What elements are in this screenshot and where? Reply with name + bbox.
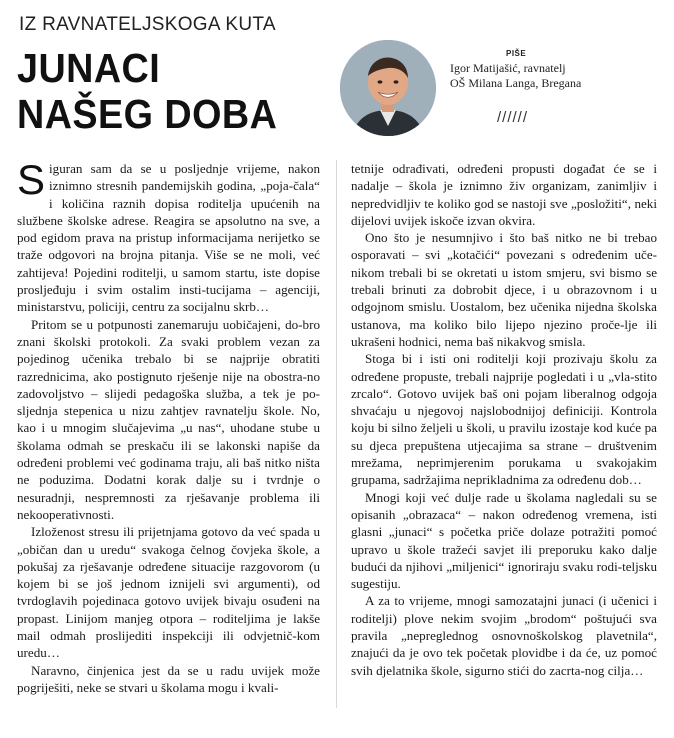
paragraph: Naravno, činjenica jest da se u radu uvijek može pogriješiti, neke se stvari u školama mogu i kvali- bbox=[17, 662, 320, 695]
author-school: OŠ Milana Langa, Bregana bbox=[450, 76, 582, 90]
author-name: Igor Matijašić, ravnatelj bbox=[450, 61, 566, 75]
byline-ornament: ////// bbox=[497, 109, 529, 126]
paragraph: Stoga bi i isti oni roditelji koji prozivaju školu za određene propuste, trebali najprije pogledati i u „vla-stito zrcalo“. Gotovo uvijek baš oni pojam liberalnog odgoja shvaćaju u njegovoj najslobodnijoj definiciji. Kontrola koju bi silno željeli u školi, u pravilu izostaje kod kuće pa su djeca prepuštena utjecajima sa strane – društvenim mrežama, neprimjerenim porukama u svakojakim grupama, sadržajima neprikladnima za određenu dob… bbox=[351, 351, 657, 488]
author-byline bbox=[450, 46, 581, 91]
paragraph: A za to vrijeme, mnogi samozatajni junaci (i učenici i roditelji) plove nekim svojim „brodom“ poštujući sva pravila „nepreglednog osnovnoškolskog plavetnila“, znajući da je ovo tek početak plovidbe i da će, uz pomoć svih djelatnika škole, sigurno stići do zacrta-nog cilja… bbox=[351, 593, 657, 678]
title-line-1: JUNACI bbox=[17, 45, 161, 91]
author-photo bbox=[340, 40, 436, 136]
paragraph bbox=[17, 156, 320, 316]
author-portrait-icon bbox=[340, 40, 436, 136]
title-line-2: NAŠEG DOBA bbox=[17, 91, 278, 137]
paragraph: Ono što je nesumnjivo i što baš nitko ne bi trebao osporavati – svi „kotačići“ povezani s određenim uče-nikom trebali bi se okretati u istom smjeru, svi bismo se trebali brinuti za dobrobit djece, i u obrazovnom i u odgojnom smislu. Uostalom, bez učenika nijedna školska ustanova, ma koliko bilo lijepo njezino proče-lje ili ukrašeni hodnici, nema baš nikakvog smisla. bbox=[351, 230, 657, 349]
author-label: PIŠE bbox=[506, 49, 527, 58]
section-kicker: IZ RAVNATELJSKOGA KUTA bbox=[19, 14, 276, 35]
drop-cap: S bbox=[17, 156, 46, 203]
article-column-left bbox=[17, 156, 320, 696]
paragraph: tetnije odrađivati, određeni propusti događat će se i nadalje – škola je iznimno živ organizam, zanimljiv i nepredvidljiv te koliko god se nastoji sve „posložiti“, neki dijelovi uvijek iskoče izvan okvira. bbox=[351, 161, 657, 228]
paragraph: Izloženost stresu ili prijetnjama gotovo da već spada u „običan dan u uredu“ svakoga čelnog čovjeka škole, a pokušaj za rješavanje određene situacije razgovorom (u kojem bi se još jednom iznijeli svi argumenti), od tvrdoglavih pojedinaca gotovo uvijek bivaju osuđeni na propast. Linijom manjeg otpora – roditeljima je lakše mail odmah proslijediti inspekciji ili odvjetnič-kom uredu… bbox=[17, 524, 320, 661]
article-title bbox=[17, 45, 277, 137]
paragraph: Pritom se u potpunosti zanemaruju uobičajeni, do-bro znani školski protokoli. Za svaki problem vezan za pojedinog učenika trebalo bi se najprije obratiti razrednicima, ako postignuto rješenje nije na obostra-no zadovoljstvo – slijedi pedagoška služba, a tek je po-sljednja stepenica u nizu zahtjev ravnatelju škole. No, kao i u mnogim slučajevima „u nas“, uhodane stube u školama odmah se preskaču ili se lakonski napiše da određeni problemi već godinama traju, ali baš nitko ništa ne poduzima. Dodatni korak dalje su i tvrdnje o nesuradnji, nespremnosti za rješavanje problema ili nekooperativnosti. bbox=[17, 316, 320, 522]
paragraph: Mnogi koji već dulje rade u školama nagledali su se opisanih „obrazaca“ – nakon određenog vremena, isti glasni „junaci“ s početka priče dolaze potražiti pomoć upravo u škole tražeći savjet ili preporuku kako dalje budući da njihovi „miljenici“ ignoriraju svaku rodi-teljsku sugestiju. bbox=[351, 489, 657, 592]
article-column-right bbox=[351, 160, 657, 679]
column-divider bbox=[336, 160, 337, 708]
paragraph-text: iguran sam da se u posljednje vrijeme, nakon iznimno stresnih pandemijskih godina, „poja-čala“ i količina raznih dopisa roditelja upućenih na službene školske adrese. Reagira se apsolutno na sve, a pod egidom prava na pristup informacijama nerijetko se traže odgovori na brojna pitanja. Više se ne moli, već zahtijeva! Pojedini roditelji, u samom startu, iste dopise prosljeđuju i svim ostalim insti-tucijama – agenciji, ministarstvu, policiji, centru za socijalnu skrb… bbox=[17, 161, 320, 315]
